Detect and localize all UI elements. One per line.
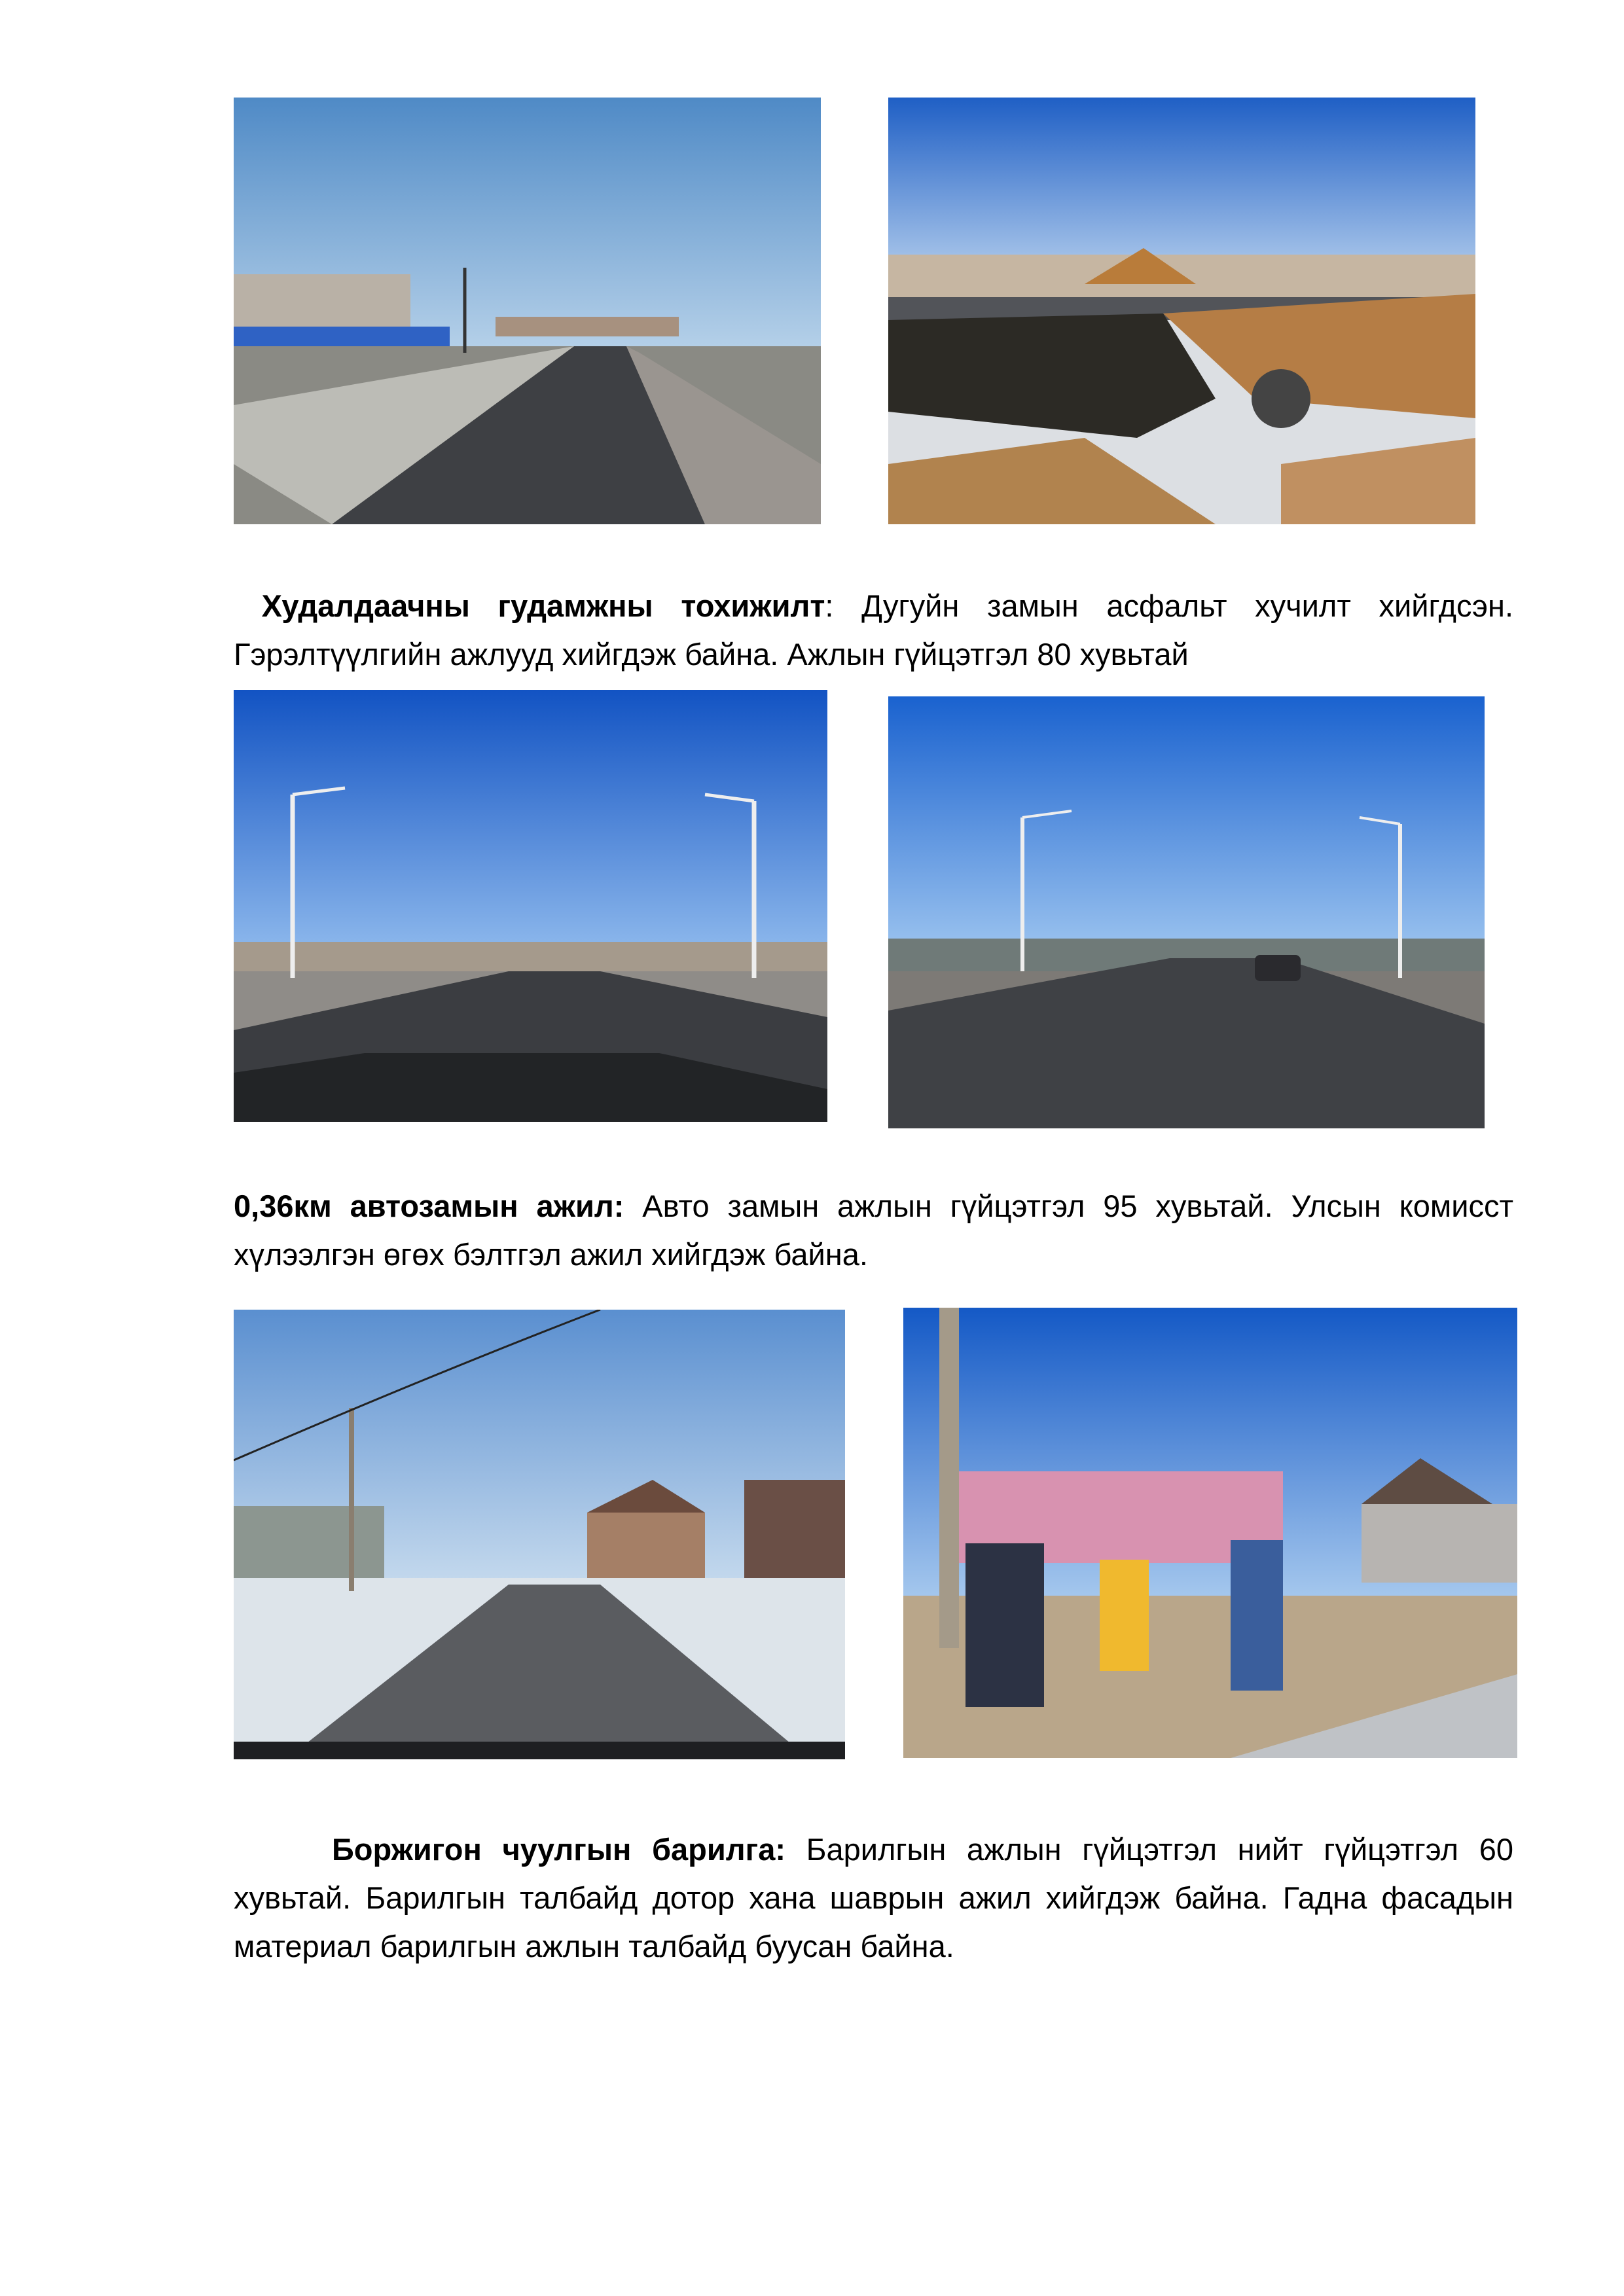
paragraph-road-work (234, 1182, 1513, 1279)
paragraph-trade-street (234, 582, 1513, 679)
text-borjigon: Барилгын ажлын гүйцэтгэл нийт гүйцэтгэл 60 хувьтай. Барилгын талбайд дотор хана шаврын ажил хийгдэж байна. Гадна фасадын материал барилгын ажлын талбайд буусан байна. (234, 1832, 1513, 1964)
text-trade-street: : Дугуйн замын асфальт хучилт хийгдсэн. Гэрэлтүүлгийн ажлууд хийгдэж байна. Ажлын гүйцэтгэл 80 хувьтай (234, 588, 1514, 672)
photo-road-buildings (234, 98, 821, 524)
heading-trade-street: Худалдаачны гудамжны тохижилт (261, 588, 825, 623)
heading-road-work: 0,36км автозамын ажил: (234, 1189, 624, 1223)
text-road-work: Авто замын ажлын гүйцэтгэл 95 хувьтай. Улсын комисст хүлээлгэн өгөх бэлтгэл ажил хийгдэж байна. (234, 1189, 1513, 1272)
photo-excavation (888, 98, 1475, 524)
heading-borjigon: Боржигон чуулгын барилга: (332, 1832, 785, 1867)
photo-paved-street (234, 1310, 845, 1759)
photo-street-lights-1 (234, 690, 827, 1122)
paragraph-borjigon (234, 1825, 1513, 1971)
photo-street-lights-2 (888, 696, 1485, 1128)
photo-site-inspection (903, 1308, 1517, 1758)
